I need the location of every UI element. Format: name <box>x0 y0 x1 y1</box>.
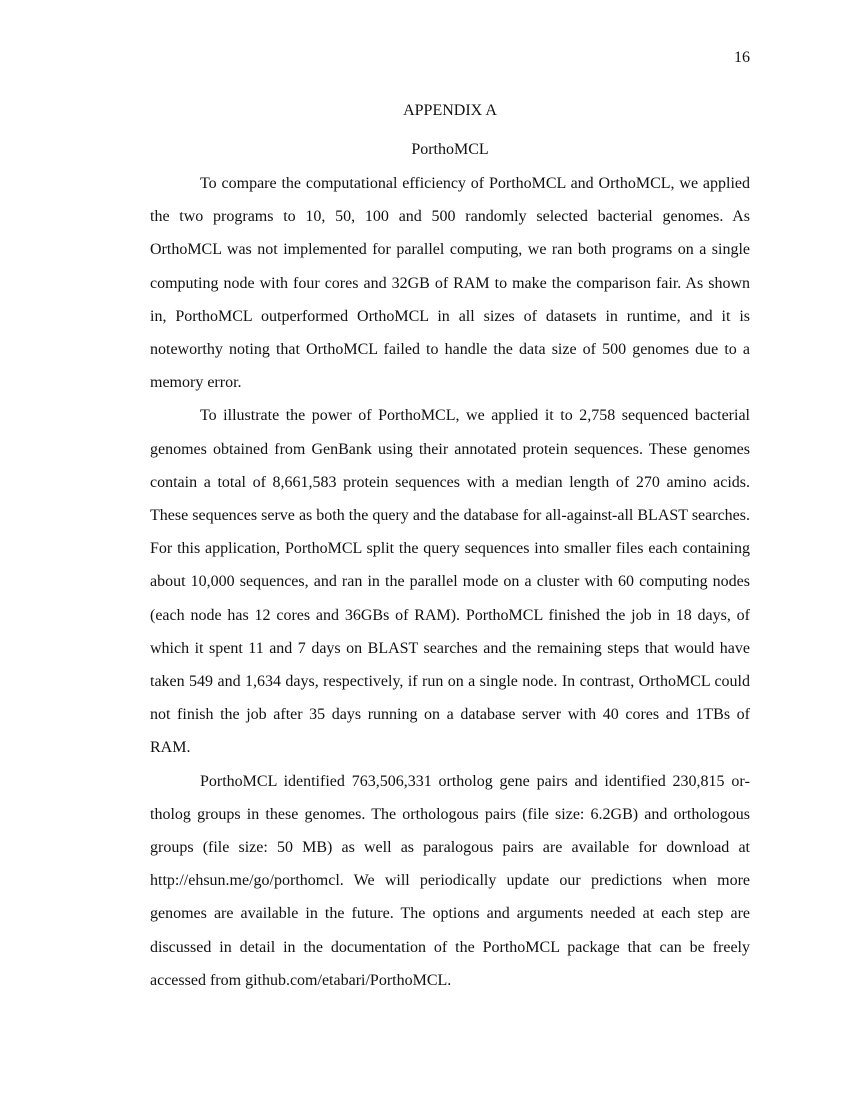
paragraph-bacterial-genomes-application: To illustrate the power of PorthoMCL, we applied it to 2,758 sequenced bacterial genomes obtained from GenBank using their annotated protein sequences. These genomes contain a total of 8,661,583 protein sequences with a median length of 270 amino acids. These sequences serve as both the query and the database for all-against-all BLAST searches. For this application, PorthoMCL split the query sequences into smaller files each containing about 10,000 sequences, and ran in the parallel mode on a cluster with 60 computing nodes (each node has 12 cores and 36GBs of RAM). PorthoMCL finished the job in 18 days, of which it spent 11 and 7 days on BLAST searches and the remaining steps that would have taken 549 and 1,634 days, respectively, if run on a single node. In contrast, OrthoMCL could not finish the job after 35 days running on a database server with 40 cores and 1TBs of RAM. <box>150 407 750 757</box>
body-text <box>150 167 750 997</box>
paragraph-runtime-comparison: To compare the computational efficiency of PorthoMCL and OrthoMCL, we applied the two programs to 10, 50, 100 and 500 randomly selected bacterial genomes. As OrthoMCL was not implemented for parallel computing, we ran both programs on a single computing node with four cores and 32GB of RAM to make the comparison fair. As shown in, PorthoMCL outperformed OrthoMCL in all sizes of datasets in runtime, and it is noteworthy noting that OrthoMCL failed to handle the data size of 500 genomes due to a memory error. <box>150 175 750 392</box>
appendix-heading: APPENDIX A <box>403 102 497 119</box>
paragraph-ortholog-results: PorthoMCL identified 763,506,331 ortholog gene pairs and identified 230,815 ortholog groups in these genomes. The orthologous pairs (file size: 6.2GB) and orthologous groups (file size: 50 MB) as well as paralogous pairs are available for download at http://ehsun.me/go/porthomcl. We will periodically update our predictions when more genomes are available in the future. The options and arguments needed at each step are discussed in detail in the documentation of the PorthoMCL package that can be freely accessed from github.com/etabari/PorthoMCL. <box>150 772 750 989</box>
page-number: 16 <box>734 49 750 66</box>
appendix-subtitle: PorthoMCL <box>411 141 489 158</box>
